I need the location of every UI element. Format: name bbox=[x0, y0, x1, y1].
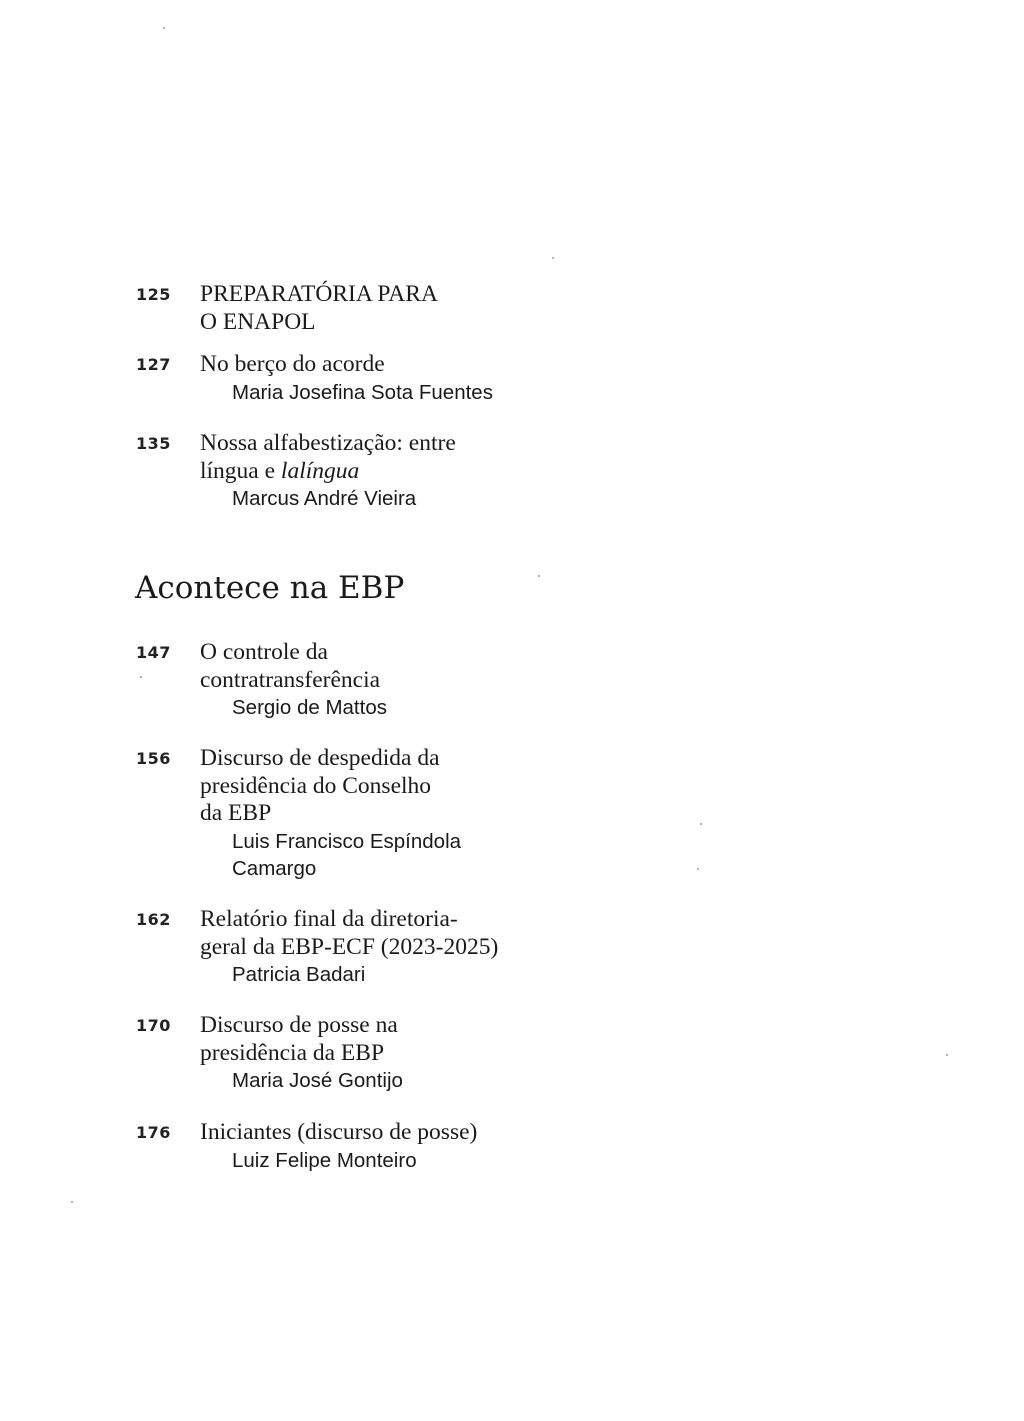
page-number: 125 bbox=[136, 285, 171, 304]
entry-author-line: Sergio de Mattos bbox=[232, 696, 387, 719]
entry-author-line: Camargo bbox=[232, 857, 317, 880]
entry-title-line: Iniciantes (discurso de posse) bbox=[200, 1119, 478, 1145]
entry-title-line: O ENAPOL bbox=[200, 308, 316, 335]
entry-title bbox=[200, 745, 556, 828]
scan-speck bbox=[140, 676, 142, 678]
entry-title-line bbox=[200, 458, 556, 486]
entry-author-line: Luiz Felipe Monteiro bbox=[232, 1148, 417, 1172]
entry-author bbox=[232, 961, 556, 989]
entry-author bbox=[232, 694, 556, 722]
scan-speck bbox=[538, 575, 540, 577]
entry-author-line: Maria José Gontijo bbox=[232, 1069, 403, 1092]
page-number: 156 bbox=[136, 749, 171, 768]
scan-speck bbox=[552, 257, 554, 259]
entry-title bbox=[200, 351, 556, 379]
entry-author bbox=[232, 379, 556, 407]
page-number: 147 bbox=[136, 643, 171, 662]
toc-entry bbox=[136, 281, 556, 336]
entry-author bbox=[232, 828, 556, 883]
entry-title-line: Nossa alfabestização: entre bbox=[200, 430, 456, 456]
entry-title-line: presidência da EBP bbox=[200, 1039, 385, 1066]
scan-speck bbox=[697, 868, 699, 870]
page-number: 135 bbox=[136, 434, 171, 453]
page-number: 170 bbox=[136, 1016, 171, 1035]
entry-title-italic-text: lalíngua bbox=[280, 457, 360, 484]
entry-title-line: presidência do Conselho bbox=[200, 772, 432, 799]
entry-title bbox=[200, 639, 556, 694]
page-number: 162 bbox=[136, 910, 171, 929]
entry-title-line: da EBP bbox=[200, 800, 272, 826]
entry-author bbox=[232, 485, 556, 513]
toc-entry bbox=[136, 1119, 556, 1174]
toc-entry bbox=[136, 351, 556, 406]
toc-entry bbox=[136, 745, 556, 883]
toc-entry bbox=[136, 906, 556, 989]
entry-title-line: Relatório final da diretoria- bbox=[200, 906, 458, 932]
toc-entry bbox=[136, 639, 556, 722]
entry-title-line: Discurso de posse na bbox=[200, 1012, 398, 1038]
entry-title bbox=[200, 1012, 556, 1067]
entry-title bbox=[200, 906, 556, 961]
scan-speck bbox=[163, 27, 165, 29]
scan-speck bbox=[700, 823, 702, 825]
section-heading: Acontece na EBP bbox=[135, 570, 405, 606]
scan-speck bbox=[946, 1054, 948, 1056]
page-number: 176 bbox=[136, 1123, 171, 1142]
entry-author bbox=[232, 1067, 556, 1095]
entry-title-line: Discurso de despedida da bbox=[200, 745, 440, 771]
scan-speck bbox=[71, 1201, 73, 1203]
entry-title-line: No berço do acorde bbox=[200, 351, 385, 377]
entry-title-line: geral da EBP-ECF (2023-2025) bbox=[200, 933, 499, 960]
entry-title-line: O controle da bbox=[200, 639, 328, 665]
entry-title-plain-text: língua e bbox=[200, 457, 281, 484]
entry-author-line: Patricia Badari bbox=[232, 963, 366, 986]
toc-entry bbox=[136, 1012, 556, 1095]
entry-author-line: Marcus André Vieira bbox=[232, 487, 417, 510]
page-number: 127 bbox=[136, 355, 171, 374]
entry-title bbox=[200, 1119, 556, 1147]
entry-author-line: Luis Francisco Espíndola bbox=[232, 829, 462, 853]
entry-author-line: Maria Josefina Sota Fuentes bbox=[232, 380, 493, 404]
entry-title bbox=[200, 281, 556, 336]
entry-title bbox=[200, 430, 556, 485]
toc-entry bbox=[136, 430, 556, 513]
entry-author bbox=[232, 1147, 556, 1175]
entry-title-line: contratransferência bbox=[200, 666, 381, 693]
entry-title-line: PREPARATÓRIA PARA bbox=[200, 281, 438, 307]
